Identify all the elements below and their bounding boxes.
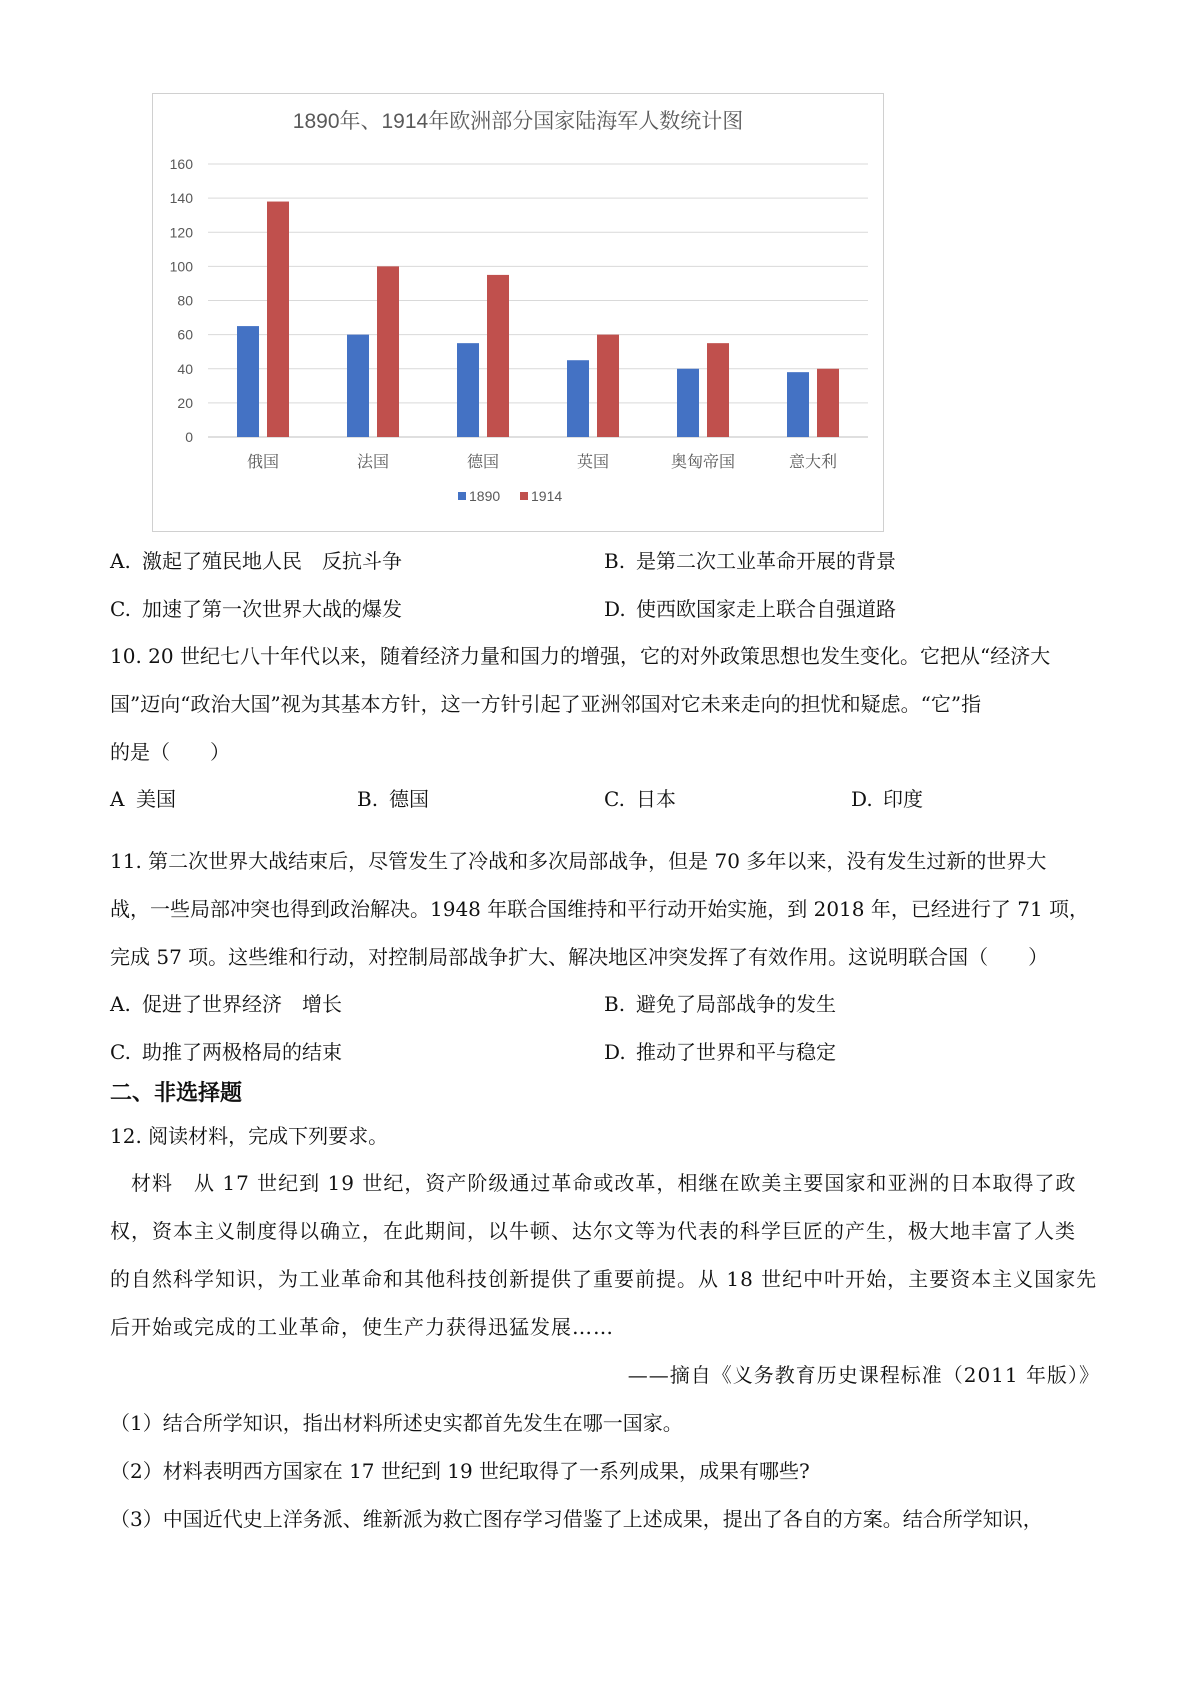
option-text: 使西欧国家走上联合自强道路 [636, 597, 896, 621]
bar-1914-奥匈帝国 [707, 343, 729, 437]
chart-title: 1890年、1914年欧洲部分国家陆海军人数统计图 [292, 110, 744, 133]
q11-stem-line-2: 战，一些局部冲突也得到政治解决。1948 年联合国维持和平行动开始实施，到 2018 年，已经进行了 71 项， [110, 897, 1090, 921]
q11-option-d[interactable] [604, 1039, 836, 1065]
y-tick-label: 40 [177, 360, 193, 377]
option-text: 激起了殖民地人民 反抗斗争 [142, 549, 402, 573]
option-text: 日本 [636, 787, 676, 811]
chart-gridlines [208, 164, 868, 437]
option-text: 德国 [389, 787, 429, 811]
q10-stem-line-1: 10. 20 世纪七八十年代以来，随着经济力量和国力的增强，它的对外政策思想也发生变化。它把从“经济大 [110, 644, 1051, 668]
q12-sub-2: （2）材料表明西方国家在 17 世纪到 19 世纪取得了一系列成果，成果有哪些? [110, 1459, 810, 1483]
q12-material-line-1: 材料 从 17 世纪到 19 世纪，资产阶级通过革命或改革，相继在欧美主要国家和亚洲的日本取得了政 [110, 1171, 1077, 1195]
q11-option-a[interactable] [110, 991, 342, 1017]
y-tick-label: 140 [169, 190, 193, 207]
legend-label: 1890 [469, 488, 501, 504]
y-tick-label: 20 [177, 394, 193, 411]
option-key: B. [604, 992, 626, 1016]
bar-1890-俄国 [237, 326, 259, 437]
option-key: D. [604, 1040, 626, 1064]
option-text: 助推了两极格局的结束 [142, 1040, 342, 1064]
q10-option-c[interactable] [604, 786, 676, 812]
option-key: C. [110, 597, 131, 621]
bar-1914-德国 [487, 275, 509, 437]
chart-svg [153, 94, 883, 531]
q11-stem-line-1: 11. 第二次世界大战结束后，尽管发生了冷战和多次局部战争，但是 70 多年以来，没有发生过新的世界大 [110, 849, 1047, 873]
q10-option-a[interactable] [110, 786, 176, 812]
x-tick-label: 意大利 [788, 454, 838, 471]
option-key: B. [357, 787, 379, 811]
y-tick-label: 160 [169, 156, 193, 172]
q10-stem-line-2: 国”迈向“政治大国”视为其基本方针，这一方针引起了亚洲邻国对它未来走向的担忧和疑虑。“它”指 [110, 692, 982, 716]
bar-1890-意大利 [787, 372, 809, 437]
bar-1914-英国 [597, 335, 619, 437]
q12-material-line-2: 权，资本主义制度得以确立，在此期间，以牛顿、达尔文等为代表的科学巨匠的产生，极大地丰富了人类 [110, 1219, 1076, 1243]
chart-legend [458, 488, 562, 504]
bar-1914-意大利 [817, 369, 839, 437]
q12-material-line-4: 后开始或完成的工业革命，使生产力获得迅猛发展…… [110, 1315, 614, 1339]
q12-material-line-3: 的自然科学知识，为工业革命和其他科技创新提供了重要前提。从 18 世纪中叶开始，主要资本主义国家先 [110, 1267, 1098, 1291]
bar-1890-德国 [457, 343, 479, 437]
x-tick-label: 俄国 [246, 454, 280, 471]
legend-swatch-1914 [520, 492, 528, 500]
bar-1914-法国 [377, 266, 399, 437]
option-text: 加速了第一次世界大战的爆发 [142, 597, 402, 621]
q9-option-a[interactable] [110, 548, 402, 574]
y-tick-label: 80 [177, 292, 193, 309]
q10-option-d[interactable] [851, 786, 923, 812]
legend-label: 1914 [531, 488, 563, 504]
q12-source: ——摘自《义务教育历史课程标准（2011 年版）》 [627, 1363, 1100, 1387]
option-text: 是第二次工业革命开展的背景 [636, 549, 896, 573]
q9-option-b[interactable] [604, 548, 896, 574]
bar-chart [152, 93, 884, 532]
bar-1890-奥匈帝国 [677, 369, 699, 437]
q10-option-b[interactable] [357, 786, 429, 812]
option-key: C. [110, 1040, 131, 1064]
option-text: 避免了局部战争的发生 [636, 992, 836, 1016]
option-text: 推动了世界和平与稳定 [636, 1040, 836, 1064]
legend-swatch-1890 [458, 492, 466, 500]
chart-x-ticks [247, 452, 837, 471]
option-key: A [110, 787, 125, 811]
x-tick-label: 英国 [576, 454, 610, 471]
bar-1890-法国 [347, 335, 369, 437]
option-text: 促进了世界经济 增长 [142, 992, 342, 1016]
q11-stem-line-3: 完成 57 项。这些维和行动，对控制局部战争扩大、解决地区冲突发挥了有效作用。这说明联合国（ ） [110, 945, 1049, 969]
y-tick-label: 0 [185, 429, 193, 445]
bar-1890-英国 [567, 360, 589, 437]
option-text: 印度 [883, 787, 923, 811]
option-key: B. [604, 549, 626, 573]
x-tick-label: 德国 [466, 454, 500, 471]
y-tick-label: 60 [177, 326, 193, 343]
q12-sub-3: （3）中国近代史上洋务派、维新派为救亡图存学习借鉴了上述成果，提出了各自的方案。结合所学知识， [110, 1507, 1043, 1531]
option-key: A. [110, 549, 131, 573]
option-key: A. [110, 992, 131, 1016]
x-tick-label: 法国 [356, 454, 390, 471]
q12-stem: 12. 阅读材料，完成下列要求。 [110, 1124, 389, 1148]
chart-y-ticks [170, 156, 194, 445]
q9-option-c[interactable] [110, 596, 402, 622]
option-key: D. [604, 597, 626, 621]
x-tick-label: 奥匈帝国 [670, 454, 736, 471]
option-key: D. [851, 787, 873, 811]
section-title: 二、非选择题 [110, 1081, 243, 1106]
bar-1914-俄国 [267, 202, 289, 437]
y-tick-label: 100 [169, 258, 193, 275]
q9-option-d[interactable] [604, 596, 896, 622]
y-tick-label: 120 [169, 224, 193, 241]
option-text: 美国 [136, 787, 176, 811]
q12-sub-1: （1）结合所学知识，指出材料所述史实都首先发生在哪一国家。 [110, 1411, 683, 1435]
option-key: C. [604, 787, 625, 811]
q11-option-b[interactable] [604, 991, 836, 1017]
q10-stem-line-3: 的是（ ） [110, 740, 230, 764]
q11-option-c[interactable] [110, 1039, 342, 1065]
chart-bars [237, 202, 839, 437]
